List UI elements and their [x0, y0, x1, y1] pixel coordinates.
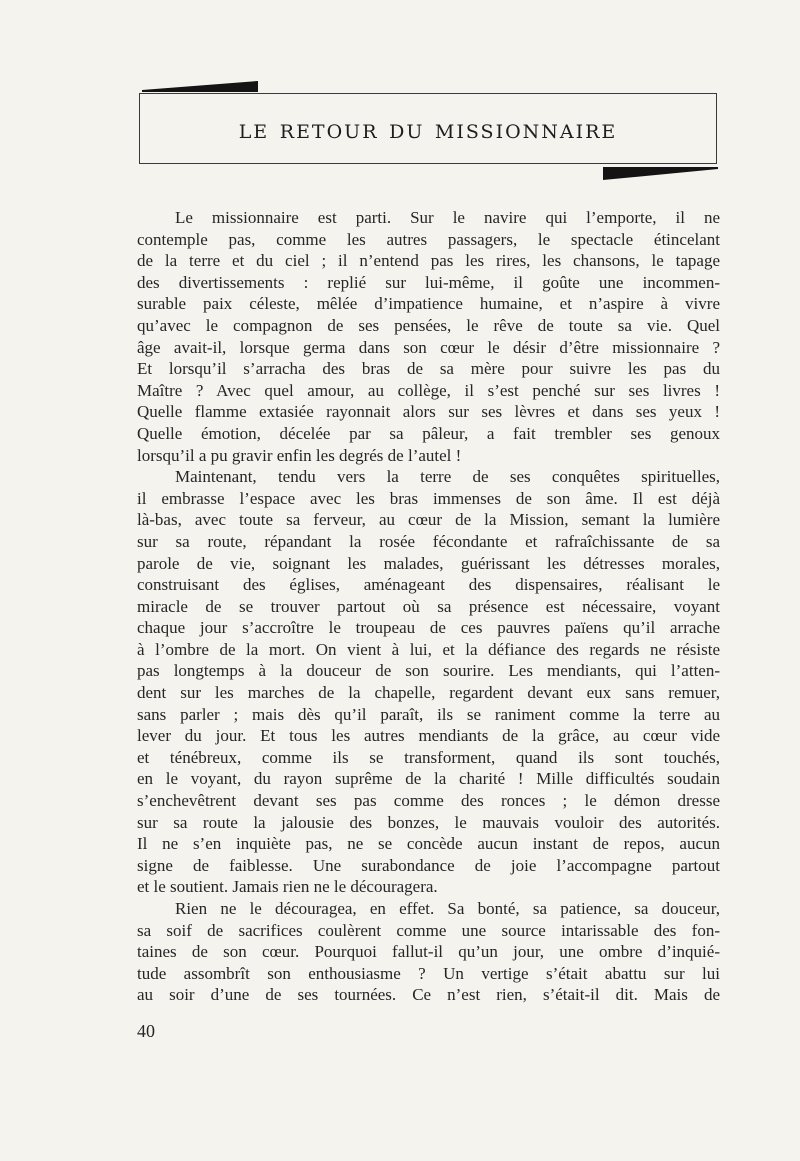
text-line: sur sa route la jalousie des bonzes, le mauvais vouloir des autorités.	[137, 812, 720, 832]
text-line: Maintenant, tendu vers la terre de ses conquêtes spirituelles,	[175, 467, 720, 487]
text-line: des divertissements : replié sur lui-même, il goûte une incommen-	[137, 272, 720, 292]
text-line: signe de faiblesse. Une surabondance de joie l’accompagne partout	[137, 855, 720, 875]
text-line: là-bas, avec toute sa ferveur, au cœur de la Mission, semant la lumière	[137, 510, 720, 530]
text-line: Quelle émotion, décelée par sa pâleur, a fait trembler ses genoux	[137, 423, 720, 443]
text-line: lorsqu’il a pu gravir enfin les degrés de l’autel !	[137, 445, 462, 465]
text-line: Quelle flamme extasiée rayonnait alors sur ses lèvres et dans ses yeux !	[137, 402, 720, 422]
text-line: au soir d’une de ses tournées. Ce n’est rien, s’était-il dit. Mais de	[137, 985, 720, 1005]
text-line: sans parler ; mais dès qu’il paraît, ils se raniment comme la terre au	[137, 704, 720, 724]
paragraph	[137, 898, 720, 1006]
text-line: et le soutient. Jamais rien ne le découragera.	[137, 877, 438, 897]
text-line: Maître ? Avec quel amour, au collège, il s’est penché sur ses livres !	[137, 380, 720, 400]
text-line: taines de son cœur. Pourquoi fallut-il qu’un jour, une ombre d’inquié-	[137, 942, 720, 962]
text-line: Rien ne le découragea, en effet. Sa bonté, sa patience, sa douceur,	[175, 899, 720, 918]
text-line: âge avait-il, lorsque germa dans son cœur le désir d’être missionnaire ?	[137, 337, 720, 357]
text-line: tude assombrît son enthousiasme ? Un vertige s’était abattu sur lui	[137, 963, 720, 983]
text-line: qu’avec le compagnon de ses pensées, le rêve de toute sa vie. Quel	[137, 315, 720, 335]
page-title: le retour du missionnaire	[238, 114, 618, 145]
text-line: lever du jour. Et tous les autres mendiants de la grâce, au cœur vide	[137, 726, 720, 746]
text-line: Le missionnaire est parti. Sur le navire qui l’emporte, il ne	[175, 208, 720, 227]
page-number: 40	[137, 1021, 155, 1041]
text-line: contemple pas, comme les autres passagers, le spectacle étincelant	[137, 229, 720, 249]
text-line: à l’ombre de la mort. On vient à lui, et la défiance des regards ne résiste	[137, 639, 720, 659]
text-line: en le voyant, du rayon suprême de la charité ! Mille difficultés soudain	[137, 769, 720, 789]
text-line: Il ne s’en inquiète pas, ne se concède aucun instant de repos, aucun	[137, 834, 720, 854]
top-left-ornament-bar	[142, 81, 258, 92]
text-line: et ténébreux, comme ils se transforment, quand ils sont touchés,	[137, 747, 720, 767]
text-line: de la terre et du ciel ; il n’entend pas les rires, les chansons, le tapage	[137, 251, 720, 271]
bottom-right-ornament-bar	[603, 167, 718, 180]
text-line: dent sur les marches de la chapelle, regardent devant eux sans remuer,	[137, 683, 720, 703]
text-line: parole de vie, soignant les malades, guérissant les détresses morales,	[137, 553, 720, 573]
text-line: construisant des églises, aménageant des dispensaires, réalisant le	[137, 575, 720, 595]
text-line: chaque jour s’accroître le troupeau de ces pauvres païens qu’il arrache	[137, 618, 720, 638]
text-line: Et lorsqu’il s’arracha des bras de sa mère pour suivre les pas du	[137, 359, 720, 379]
text-line: sa soif de sacrifices coulèrent comme une source intarissable des fon-	[137, 920, 720, 940]
title-frame	[139, 93, 717, 164]
text-line: sur sa route, répandant la rosée fécondante et rafraîchissante de sa	[137, 531, 720, 551]
text-line: miracle de se trouver partout où sa présence est nécessaire, voyant	[137, 596, 720, 616]
text-line: pas longtemps à la douceur de son sourire. Les mendiants, qui l’atten-	[137, 661, 720, 681]
paragraph	[137, 466, 720, 898]
text-line: surable paix céleste, mêlée d’impatience humaine, et n’aspire à vivre	[137, 294, 720, 314]
text-line: il embrasse l’espace avec les bras immenses de son âme. Il est déjà	[137, 488, 720, 508]
text-line: s’enchevêtrent devant ses pas comme des ronces ; le démon dresse	[137, 791, 720, 811]
body-text	[137, 207, 720, 1006]
paragraph	[137, 207, 720, 466]
